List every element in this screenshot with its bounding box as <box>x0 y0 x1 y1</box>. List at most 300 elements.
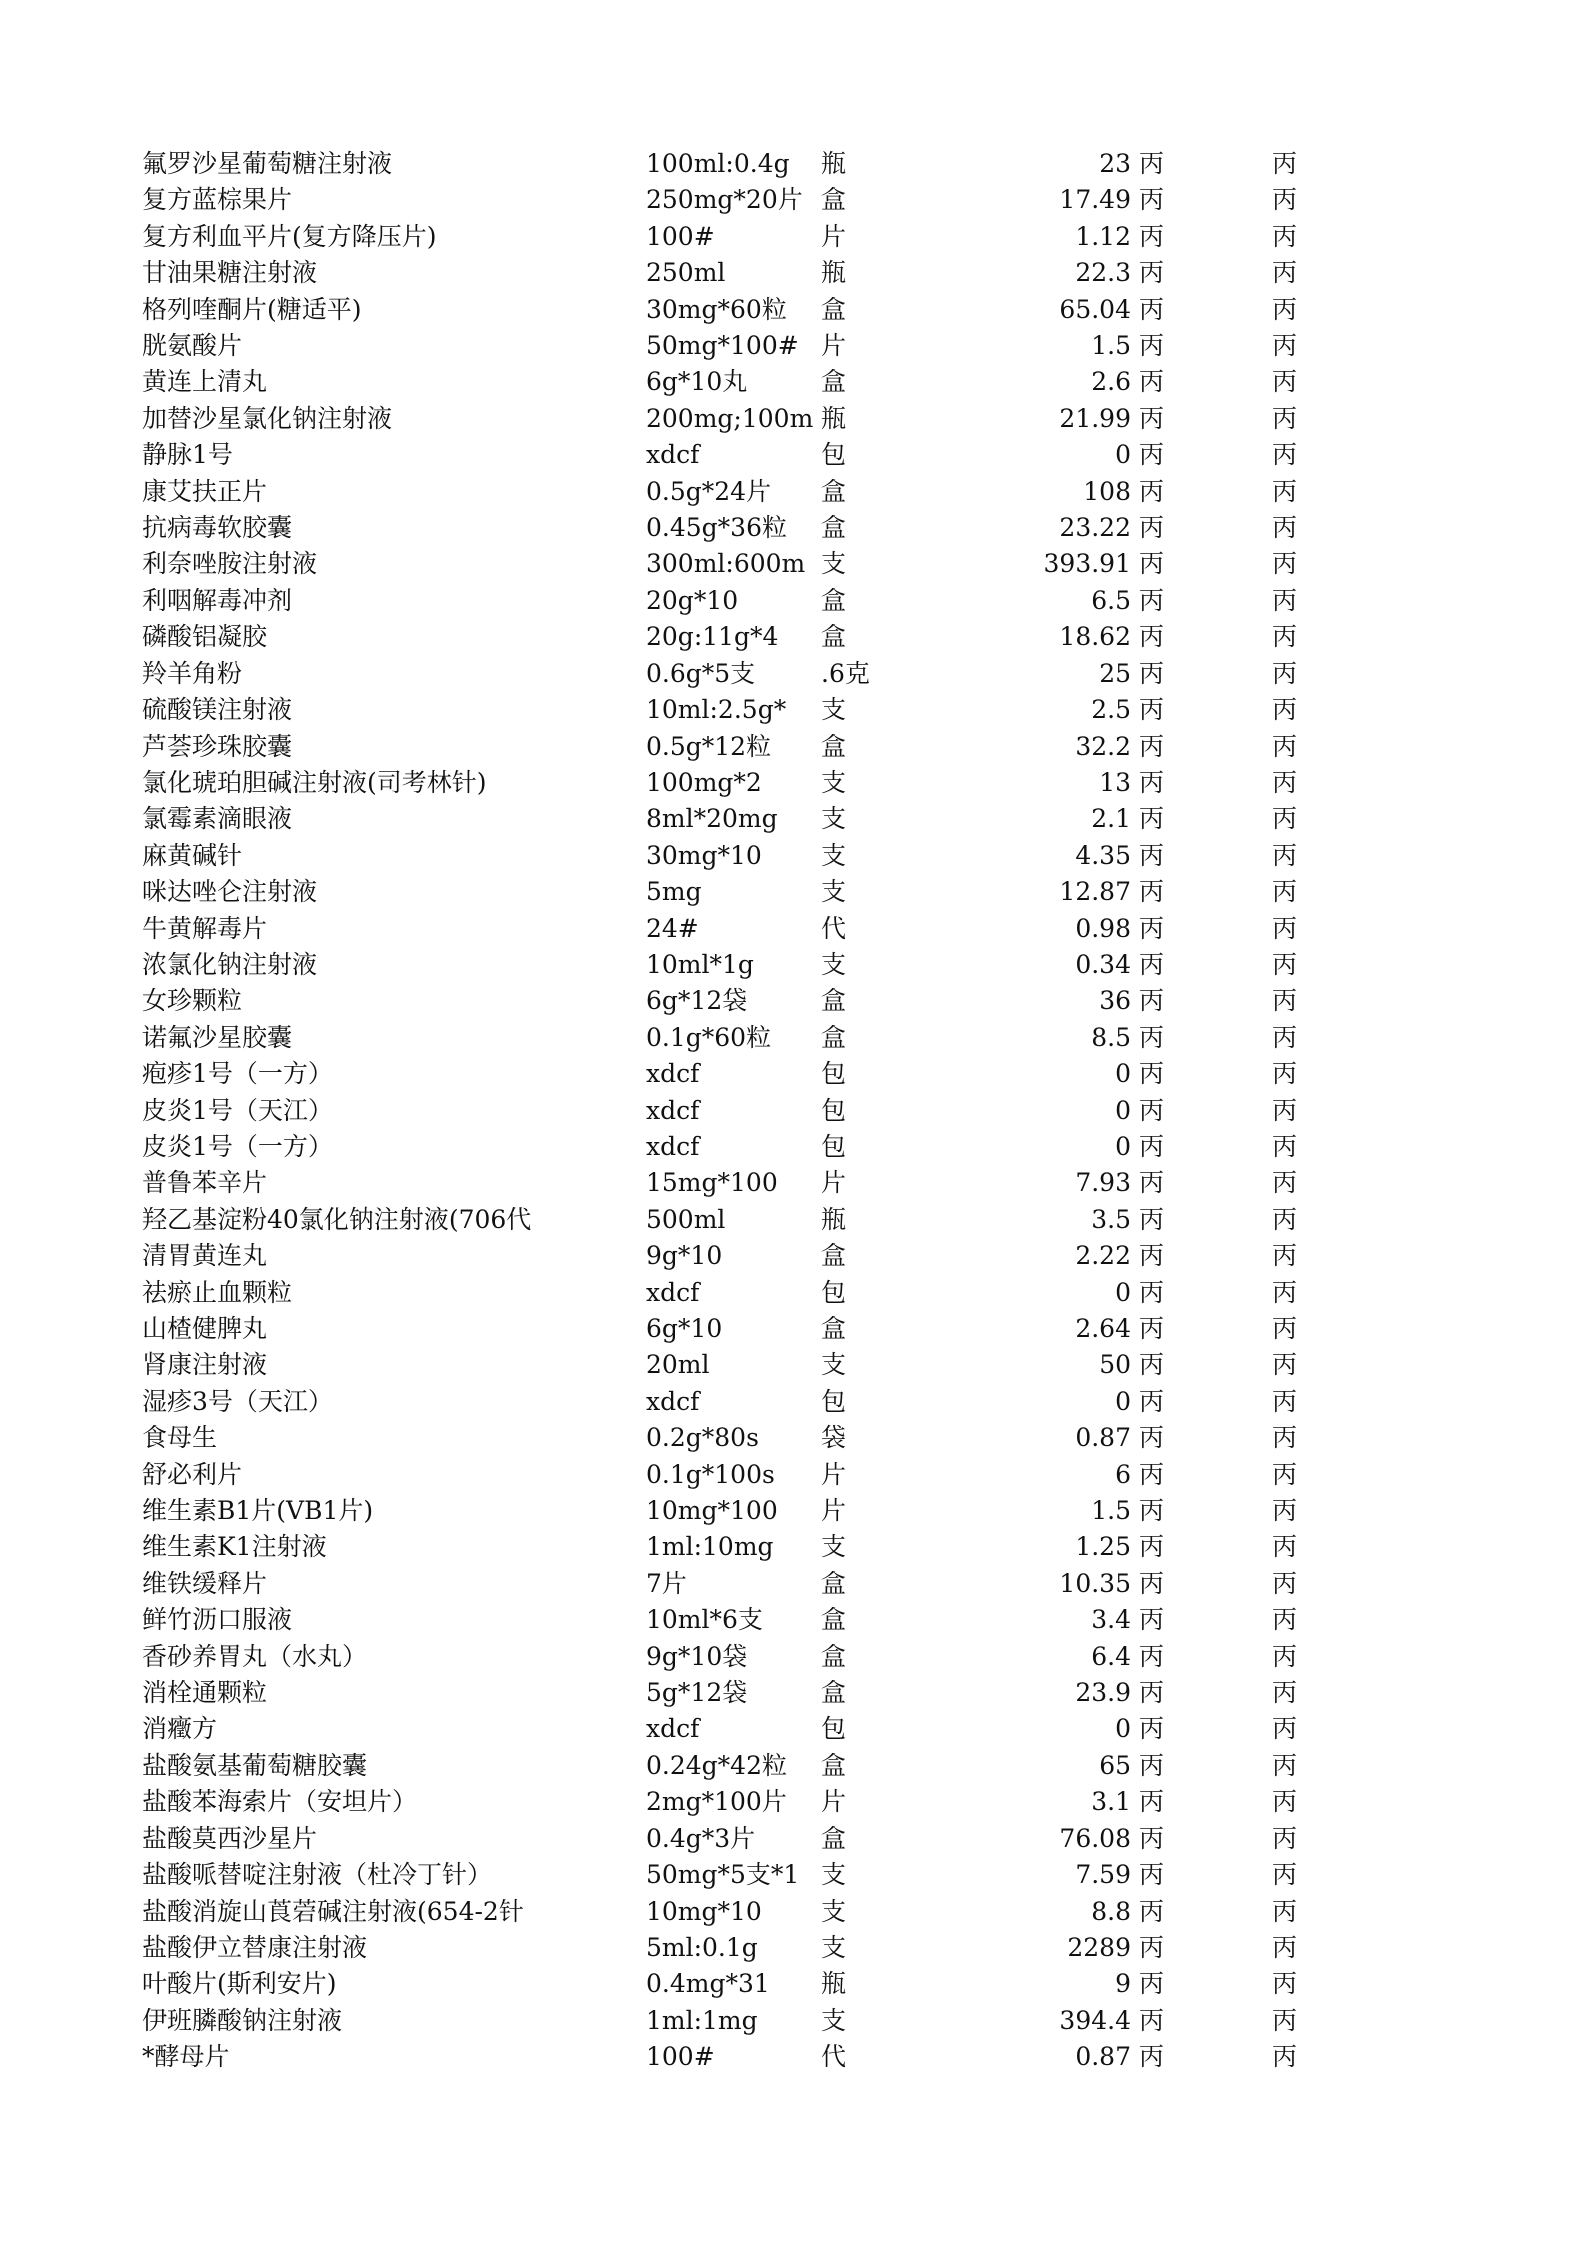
drug-name-cell: 盐酸哌替啶注射液（杜冷丁针） <box>142 1860 493 1890</box>
drug-name-cell: 祛瘀止血颗粒 <box>142 1277 293 1307</box>
specification-cell: 20g*10 <box>646 585 739 615</box>
category-cell: 丙 <box>1272 1168 1298 1198</box>
table-row <box>142 874 1352 910</box>
drug-name-cell: 皮炎1号（一方） <box>142 1131 333 1161</box>
price-cell: 0 <box>1115 1131 1131 1161</box>
drug-name-cell: 维生素K1注射液 <box>142 1532 327 1562</box>
table-row <box>142 292 1352 328</box>
category-cell: 丙 <box>1139 1641 1165 1671</box>
category-cell: 丙 <box>1272 440 1298 470</box>
category-cell: 丙 <box>1272 1787 1298 1817</box>
table-row <box>142 1966 1352 2002</box>
drug-name-cell: 舒必利片 <box>142 1459 243 1489</box>
category-cell: 丙 <box>1139 1095 1165 1125</box>
table-row <box>142 1056 1352 1092</box>
price-cell: 3.5 <box>1091 1204 1131 1234</box>
specification-cell: 0.24g*42粒 <box>646 1750 787 1780</box>
specification-cell: 5ml:0.1g <box>646 1932 758 1962</box>
specification-cell: 6g*10 <box>646 1314 723 1343</box>
category-cell: 丙 <box>1272 294 1298 324</box>
drug-name-cell: 麻黄碱针 <box>142 840 243 870</box>
unit-cell: 片 <box>821 331 847 361</box>
unit-cell: 包 <box>821 1095 847 1125</box>
category-cell: 丙 <box>1272 2005 1298 2035</box>
drug-name-cell: 康艾扶正片 <box>142 476 268 506</box>
price-cell: 4.35 <box>1075 840 1131 870</box>
category-cell: 丙 <box>1272 658 1298 688</box>
price-cell: 12.87 <box>1059 877 1131 907</box>
category-cell: 丙 <box>1272 1496 1298 1526</box>
specification-cell: 30mg*60粒 <box>646 294 787 324</box>
price-cell: 394.4 <box>1059 2005 1131 2035</box>
category-cell: 丙 <box>1139 2042 1165 2072</box>
category-cell: 丙 <box>1139 913 1165 943</box>
price-cell: 3.4 <box>1091 1605 1131 1635</box>
price-cell: 1.12 <box>1075 221 1131 251</box>
category-cell: 丙 <box>1139 476 1165 506</box>
unit-cell: 代 <box>821 2042 847 2072</box>
unit-cell: 包 <box>821 1386 847 1416</box>
category-cell: 丙 <box>1139 1969 1165 1999</box>
price-cell: 6 <box>1115 1459 1131 1489</box>
category-cell: 丙 <box>1139 1496 1165 1526</box>
drug-name-cell: 利奈唑胺注射液 <box>142 549 318 579</box>
unit-cell: 盒 <box>821 294 847 324</box>
specification-cell: 5g*12袋 <box>646 1678 748 1708</box>
category-cell: 丙 <box>1139 1714 1165 1744</box>
category-cell: 丙 <box>1139 440 1165 470</box>
table-row <box>142 182 1352 218</box>
category-cell: 丙 <box>1272 476 1298 506</box>
drug-name-cell: 硫酸镁注射液 <box>142 695 293 725</box>
specification-cell: 100# <box>646 221 715 251</box>
table-row <box>142 546 1352 582</box>
price-cell: 65 <box>1099 1750 1131 1780</box>
drug-name-cell: 伊班膦酸钠注射液 <box>142 2005 343 2035</box>
category-cell: 丙 <box>1139 731 1165 761</box>
category-cell: 丙 <box>1272 949 1298 979</box>
category-cell: 丙 <box>1139 331 1165 361</box>
drug-name-cell: 利咽解毒冲剂 <box>142 585 293 615</box>
price-cell: 0 <box>1115 1095 1131 1125</box>
drug-name-cell: 山楂健脾丸 <box>142 1314 268 1343</box>
specification-cell: 6g*10丸 <box>646 367 748 397</box>
specification-cell: 250ml <box>646 258 726 288</box>
category-cell: 丙 <box>1272 767 1298 797</box>
drug-name-cell: 叶酸片(斯利安片) <box>142 1969 337 1999</box>
table-row <box>142 255 1352 291</box>
table-row <box>142 1784 1352 1820</box>
table-row <box>142 1602 1352 1638</box>
category-cell: 丙 <box>1139 294 1165 324</box>
specification-cell: 0.6g*5支 <box>646 658 756 688</box>
drug-name-cell: 盐酸氨基葡萄糖胶囊 <box>142 1750 368 1780</box>
category-cell: 丙 <box>1272 258 1298 288</box>
unit-cell: 盒 <box>821 367 847 397</box>
category-cell: 丙 <box>1272 331 1298 361</box>
category-cell: 丙 <box>1139 149 1165 178</box>
table-body <box>142 146 1352 2076</box>
specification-cell: 10mg*10 <box>646 1896 762 1926</box>
table-row <box>142 146 1352 182</box>
drug-name-cell: 抗病毒软胶囊 <box>142 513 293 543</box>
category-cell: 丙 <box>1139 1314 1165 1343</box>
drug-name-cell: 甘油果糖注射液 <box>142 258 318 288</box>
specification-cell: xdcf <box>646 1131 700 1161</box>
specification-cell: xdcf <box>646 440 700 470</box>
drug-name-cell: 加替沙星氯化钠注射液 <box>142 403 393 433</box>
category-cell: 丙 <box>1139 1277 1165 1307</box>
table-row <box>142 364 1352 400</box>
specification-cell: 10ml*6支 <box>646 1605 763 1635</box>
specification-cell: 0.4g*3片 <box>646 1823 756 1853</box>
table-row <box>142 1821 1352 1857</box>
category-cell: 丙 <box>1139 1350 1165 1380</box>
category-cell: 丙 <box>1272 1969 1298 1999</box>
specification-cell: 100mg*2 <box>646 767 762 797</box>
category-cell: 丙 <box>1272 1459 1298 1489</box>
category-cell: 丙 <box>1139 1823 1165 1853</box>
unit-cell: 支 <box>821 767 847 797</box>
drug-name-cell: 格列喹酮片(糖适平) <box>142 294 362 324</box>
table-row <box>142 801 1352 837</box>
specification-cell: 20ml <box>646 1350 710 1380</box>
category-cell: 丙 <box>1139 585 1165 615</box>
specification-cell: 50mg*5支*1 <box>646 1860 800 1890</box>
table-row <box>142 1238 1352 1274</box>
drug-name-cell: 肾康注射液 <box>142 1350 268 1380</box>
table-row <box>142 1347 1352 1383</box>
category-cell: 丙 <box>1139 1532 1165 1562</box>
unit-cell: 盒 <box>821 1568 847 1598</box>
price-cell: 7.59 <box>1075 1860 1131 1890</box>
category-cell: 丙 <box>1272 1386 1298 1416</box>
table-row <box>142 1639 1352 1675</box>
unit-cell: 代 <box>821 913 847 943</box>
category-cell: 丙 <box>1139 1022 1165 1052</box>
category-cell: 丙 <box>1139 1860 1165 1890</box>
table-row <box>142 401 1352 437</box>
unit-cell: 瓶 <box>821 1969 847 1999</box>
unit-cell: 片 <box>821 1459 847 1489</box>
price-cell: 108 <box>1083 476 1131 506</box>
drug-name-cell: 氟罗沙星葡萄糖注射液 <box>142 149 393 178</box>
drug-name-cell: 浓氯化钠注射液 <box>142 949 318 979</box>
drug-name-cell: 维铁缓释片 <box>142 1568 268 1598</box>
unit-cell: 盒 <box>821 622 847 652</box>
drug-name-cell: 羟乙基淀粉40氯化钠注射液(706代 <box>142 1204 532 1234</box>
category-cell: 丙 <box>1139 840 1165 870</box>
price-cell: 0.34 <box>1075 949 1131 979</box>
unit-cell: 支 <box>821 840 847 870</box>
category-cell: 丙 <box>1272 549 1298 579</box>
specification-cell: 0.45g*36粒 <box>646 513 787 543</box>
drug-name-cell: 清胃黄连丸 <box>142 1241 268 1271</box>
table-row <box>142 1894 1352 1930</box>
unit-cell: 盒 <box>821 513 847 543</box>
table-row <box>142 656 1352 692</box>
price-cell: 0 <box>1115 1386 1131 1416</box>
unit-cell: 支 <box>821 1532 847 1562</box>
category-cell: 丙 <box>1272 367 1298 397</box>
category-cell: 丙 <box>1139 622 1165 652</box>
table-row <box>142 1857 1352 1893</box>
price-cell: 393.91 <box>1043 549 1131 579</box>
specification-cell: 24# <box>646 913 699 943</box>
drug-name-cell: 胱氨酸片 <box>142 331 243 361</box>
specification-cell: 15mg*100 <box>646 1168 778 1198</box>
price-cell: 2289 <box>1067 1932 1131 1962</box>
category-cell: 丙 <box>1272 986 1298 1016</box>
category-cell: 丙 <box>1272 731 1298 761</box>
specification-cell: 9g*10袋 <box>646 1641 748 1671</box>
price-cell: 0.87 <box>1075 2042 1131 2072</box>
category-cell: 丙 <box>1272 1423 1298 1453</box>
table-row <box>142 838 1352 874</box>
table-row <box>142 1711 1352 1747</box>
specification-cell: 30mg*10 <box>646 840 762 870</box>
category-cell: 丙 <box>1272 513 1298 543</box>
category-cell: 丙 <box>1139 1423 1165 1453</box>
price-cell: 1.5 <box>1091 331 1131 361</box>
table-row <box>142 1129 1352 1165</box>
unit-cell: 盒 <box>821 1641 847 1671</box>
specification-cell: 10ml*1g <box>646 949 754 979</box>
drug-price-table <box>142 146 1352 2076</box>
drug-name-cell: 牛黄解毒片 <box>142 913 268 943</box>
price-cell: 76.08 <box>1059 1823 1131 1853</box>
category-cell: 丙 <box>1272 1022 1298 1052</box>
unit-cell: 包 <box>821 1059 847 1089</box>
drug-name-cell: 羚羊角粉 <box>142 658 243 688</box>
category-cell: 丙 <box>1272 1241 1298 1271</box>
category-cell: 丙 <box>1139 221 1165 251</box>
table-row <box>142 1275 1352 1311</box>
unit-cell: 支 <box>821 549 847 579</box>
category-cell: 丙 <box>1272 1095 1298 1125</box>
table-row <box>142 1675 1352 1711</box>
price-cell: 6.4 <box>1091 1641 1131 1671</box>
specification-cell: xdcf <box>646 1059 700 1089</box>
table-row <box>142 219 1352 255</box>
drug-name-cell: 女珍颗粒 <box>142 986 243 1016</box>
drug-name-cell: 复方利血平片(复方降压片) <box>142 221 437 251</box>
drug-name-cell: 皮炎1号（天江） <box>142 1095 333 1125</box>
category-cell: 丙 <box>1139 695 1165 725</box>
specification-cell: 50mg*100# <box>646 331 799 361</box>
drug-name-cell: 香砂养胃丸（水丸） <box>142 1641 368 1671</box>
price-cell: 32.2 <box>1075 731 1131 761</box>
unit-cell: 支 <box>821 2005 847 2035</box>
specification-cell: 250mg*20片 <box>646 185 803 215</box>
table-row <box>142 1930 1352 1966</box>
category-cell: 丙 <box>1272 1896 1298 1926</box>
price-cell: 7.93 <box>1075 1168 1131 1198</box>
table-row <box>142 1311 1352 1347</box>
unit-cell: 盒 <box>821 585 847 615</box>
category-cell: 丙 <box>1139 658 1165 688</box>
table-row <box>142 510 1352 546</box>
unit-cell: 盒 <box>821 1750 847 1780</box>
table-row <box>142 947 1352 983</box>
price-cell: 50 <box>1099 1350 1131 1380</box>
category-cell: 丙 <box>1272 1678 1298 1708</box>
specification-cell: 0.2g*80s <box>646 1423 759 1453</box>
drug-name-cell: 咪达唑仑注射液 <box>142 877 318 907</box>
drug-name-cell: 盐酸消旋山莨菪碱注射液(654-2针 <box>142 1896 524 1926</box>
category-cell: 丙 <box>1272 1131 1298 1161</box>
drug-name-cell: 普鲁苯辛片 <box>142 1168 268 1198</box>
specification-cell: 0.4mg*31 <box>646 1969 770 1999</box>
category-cell: 丙 <box>1272 2042 1298 2072</box>
price-cell: 0 <box>1115 1714 1131 1744</box>
category-cell: 丙 <box>1139 1168 1165 1198</box>
price-cell: 8.8 <box>1091 1896 1131 1926</box>
category-cell: 丙 <box>1139 1131 1165 1161</box>
drug-name-cell: 消癥方 <box>142 1714 218 1744</box>
price-cell: 22.3 <box>1075 258 1131 288</box>
price-cell: 0 <box>1115 1277 1131 1307</box>
category-cell: 丙 <box>1139 1241 1165 1271</box>
unit-cell: 支 <box>821 804 847 834</box>
unit-cell: 支 <box>821 877 847 907</box>
table-row <box>142 2003 1352 2039</box>
specification-cell: 300ml:600m <box>646 549 806 579</box>
price-cell: 8.5 <box>1091 1022 1131 1052</box>
drug-name-cell: 磷酸铝凝胶 <box>142 622 268 652</box>
specification-cell: 20g:11g*4 <box>646 622 779 652</box>
table-row <box>142 1748 1352 1784</box>
specification-cell: 1ml:10mg <box>646 1532 774 1562</box>
specification-cell: 0.5g*24片 <box>646 476 772 506</box>
category-cell: 丙 <box>1139 767 1165 797</box>
category-cell: 丙 <box>1272 185 1298 215</box>
category-cell: 丙 <box>1139 549 1165 579</box>
price-cell: 2.6 <box>1091 367 1131 397</box>
specification-cell: 0.1g*60粒 <box>646 1022 772 1052</box>
category-cell: 丙 <box>1139 1787 1165 1817</box>
drug-name-cell: 氯霉素滴眼液 <box>142 804 293 834</box>
price-cell: 2.64 <box>1075 1314 1131 1343</box>
category-cell: 丙 <box>1272 1605 1298 1635</box>
category-cell: 丙 <box>1272 1277 1298 1307</box>
unit-cell: 片 <box>821 1496 847 1526</box>
price-cell: 1.25 <box>1075 1532 1131 1562</box>
unit-cell: 盒 <box>821 1022 847 1052</box>
category-cell: 丙 <box>1139 804 1165 834</box>
price-cell: 0.87 <box>1075 1423 1131 1453</box>
specification-cell: xdcf <box>646 1714 700 1744</box>
table-row <box>142 583 1352 619</box>
category-cell: 丙 <box>1272 622 1298 652</box>
table-row <box>142 619 1352 655</box>
price-cell: 65.04 <box>1059 294 1131 324</box>
drug-name-cell: 食母生 <box>142 1423 218 1453</box>
unit-cell: 瓶 <box>821 149 847 178</box>
specification-cell: 6g*12袋 <box>646 986 748 1016</box>
unit-cell: 包 <box>821 1131 847 1161</box>
unit-cell: 盒 <box>821 476 847 506</box>
price-cell: 23 <box>1099 149 1131 178</box>
drug-name-cell: 鲜竹沥口服液 <box>142 1605 293 1635</box>
category-cell: 丙 <box>1272 1823 1298 1853</box>
price-cell: 13 <box>1099 767 1131 797</box>
category-cell: 丙 <box>1139 1605 1165 1635</box>
specification-cell: 200mg;100m <box>646 403 814 433</box>
category-cell: 丙 <box>1139 1896 1165 1926</box>
table-row <box>142 765 1352 801</box>
category-cell: 丙 <box>1272 804 1298 834</box>
price-cell: 36 <box>1099 986 1131 1016</box>
table-row <box>142 1457 1352 1493</box>
category-cell: 丙 <box>1272 1314 1298 1343</box>
unit-cell: 瓶 <box>821 403 847 433</box>
drug-name-cell: 复方蓝棕果片 <box>142 185 293 215</box>
category-cell: 丙 <box>1139 877 1165 907</box>
unit-cell: 片 <box>821 221 847 251</box>
price-cell: 9 <box>1115 1969 1131 1999</box>
unit-cell: 片 <box>821 1168 847 1198</box>
price-cell: 23.9 <box>1075 1678 1131 1708</box>
category-cell: 丙 <box>1272 913 1298 943</box>
category-cell: 丙 <box>1272 1204 1298 1234</box>
category-cell: 丙 <box>1139 403 1165 433</box>
specification-cell: 0.1g*100s <box>646 1459 775 1489</box>
category-cell: 丙 <box>1272 877 1298 907</box>
specification-cell: 0.5g*12粒 <box>646 731 772 761</box>
table-row <box>142 1020 1352 1056</box>
price-cell: 1.5 <box>1091 1496 1131 1526</box>
price-cell: 10.35 <box>1059 1568 1131 1598</box>
price-cell: 0 <box>1115 1059 1131 1089</box>
category-cell: 丙 <box>1139 258 1165 288</box>
category-cell: 丙 <box>1272 1350 1298 1380</box>
price-cell: 18.62 <box>1059 622 1131 652</box>
drug-name-cell: 疱疹1号（一方） <box>142 1059 333 1089</box>
table-row <box>142 692 1352 728</box>
price-cell: 0 <box>1115 440 1131 470</box>
unit-cell: 盒 <box>821 1678 847 1708</box>
unit-cell: 瓶 <box>821 1204 847 1234</box>
category-cell: 丙 <box>1139 1750 1165 1780</box>
table-row <box>142 983 1352 1019</box>
unit-cell: 包 <box>821 440 847 470</box>
price-cell: 25 <box>1099 658 1131 688</box>
category-cell: 丙 <box>1139 2005 1165 2035</box>
drug-name-cell: 氯化琥珀胆碱注射液(司考林针) <box>142 767 487 797</box>
unit-cell: 盒 <box>821 1823 847 1853</box>
specification-cell: 500ml <box>646 1204 726 1234</box>
specification-cell: 9g*10 <box>646 1241 723 1271</box>
specification-cell: 10ml:2.5g* <box>646 695 787 725</box>
category-cell: 丙 <box>1272 1860 1298 1890</box>
unit-cell: 包 <box>821 1714 847 1744</box>
unit-cell: 支 <box>821 949 847 979</box>
category-cell: 丙 <box>1139 986 1165 1016</box>
drug-name-cell: 盐酸苯海索片（安坦片） <box>142 1787 418 1817</box>
category-cell: 丙 <box>1272 695 1298 725</box>
category-cell: 丙 <box>1272 1532 1298 1562</box>
category-cell: 丙 <box>1139 367 1165 397</box>
category-cell: 丙 <box>1139 185 1165 215</box>
table-row <box>142 1384 1352 1420</box>
unit-cell: 盒 <box>821 1241 847 1271</box>
table-row <box>142 729 1352 765</box>
table-row <box>142 2039 1352 2075</box>
unit-cell: 盒 <box>821 1605 847 1635</box>
unit-cell: 袋 <box>821 1423 847 1453</box>
category-cell: 丙 <box>1272 1641 1298 1671</box>
